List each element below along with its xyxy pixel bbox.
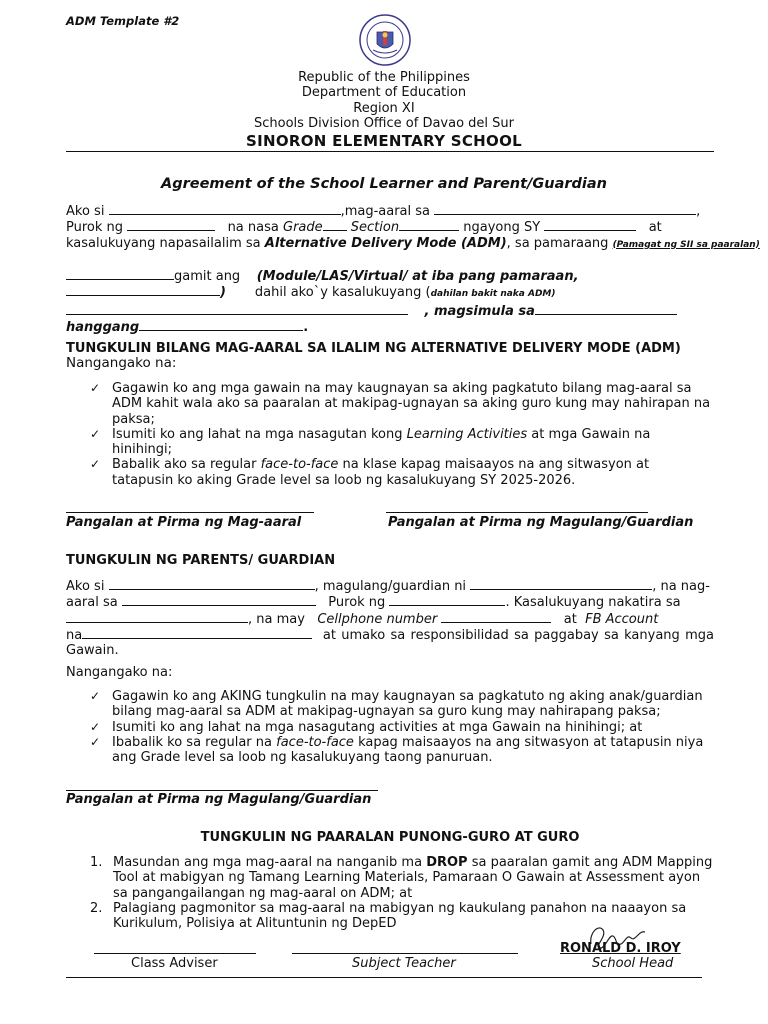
list-item: ✓ Babalik ako sa regular face-to-face na klase kapag maisaayos na ang sitwasyon at tatapusin ko aking Grade level sa loob ng kasalukuyang SY 2025-2026. xyxy=(90,457,650,488)
adm-mode-label: Alternative Delivery Mode (ADM) xyxy=(264,235,507,251)
department-line: Department of Education xyxy=(301,85,467,100)
fb-account-label: FB Account xyxy=(585,611,659,627)
pamagat-note: (Pamagat ng SII sa paaralan) xyxy=(612,239,760,250)
mag-aaral-sa: ,mag-aaral sa xyxy=(340,204,431,219)
section-label: Section xyxy=(350,220,400,236)
address-field[interactable] xyxy=(66,611,248,623)
parent-na: na xyxy=(66,627,83,643)
parent-purok-field[interactable] xyxy=(389,594,505,606)
school-name: SINORON ELEMENTARY SCHOOL xyxy=(246,132,522,150)
parent-commitments xyxy=(90,689,714,765)
dahilan-note: dahilan bakit naka ADM) xyxy=(430,289,556,300)
learner-intro: Ako si ,mag-aaral sa , Purok ng na nasa Grade Section ngayong SY at kasalukuyang napasailalim sa Alternative Delivery Mode (ADM), sa pamaraang (Pamagat ng SII sa paaralan) xyxy=(66,204,760,251)
learner-intro-2 xyxy=(66,268,714,335)
parent-nangangako: Nangangako na: xyxy=(66,665,173,680)
parent-signature-line-2[interactable] xyxy=(66,790,378,791)
list-item: ✓ Isumiti ko ang lahat na mga nasagutan kong Learning Activities at mga Gawain na hinihingi; xyxy=(90,426,651,458)
nakatira-text: . Kasalukuyang nakatira sa xyxy=(505,595,681,611)
ako-si: Ako si xyxy=(66,204,105,219)
check-icon: ✓ xyxy=(90,457,101,472)
parent-intro xyxy=(66,578,714,658)
parent-at: at xyxy=(563,611,577,627)
template-label: ADM Template #2 xyxy=(66,14,180,28)
dahil-text: dahil ako`y kasalukuyang ( xyxy=(254,285,431,301)
kasalukuyang-text: kasalukuyang napasailalim sa xyxy=(66,235,261,251)
other-modality-field[interactable] xyxy=(66,284,220,296)
list-item: ✓ Gagawin ko ang AKING tungkulin na may kaugnayan sa pagkatuto ng aking anak/guardian bilang mag-aaral sa ADM at makipag-ugnayan sa guro kung may nahirapang paksa; xyxy=(90,689,703,720)
division-line: Schools Division Office of Davao del Sur xyxy=(254,116,514,131)
magulang-text: , magulang/guardian ni xyxy=(314,579,467,594)
parent-school-field[interactable] xyxy=(122,594,316,606)
cellphone-label: Cellphone number xyxy=(317,611,438,627)
adviser-signature-line[interactable] xyxy=(94,953,256,954)
check-icon: ✓ xyxy=(90,734,101,749)
grade-field[interactable] xyxy=(323,219,347,231)
learner-signature-line[interactable] xyxy=(66,512,314,513)
start-date-field[interactable] xyxy=(535,303,677,315)
list-item: ✓ Gagawin ko ang mga gawain na may kaugnayan sa aking pagkatuto bilang mag-aaral sa ADM kahit wala ako sa paaralan at makipag-ugnayan sa aking guro kung may nahirapan na paksa; xyxy=(90,381,711,427)
module-options: (Module/LAS/Virtual/ at iba pang pamaraan, xyxy=(256,269,579,284)
subject-teacher-label: Subject Teacher xyxy=(352,956,456,971)
learner-signature-label: Pangalan at Pirma ng Mag-aaral xyxy=(66,515,302,530)
purok-field[interactable] xyxy=(127,219,215,231)
list-item: ✓ Ibabalik ko sa regular na face-to-face kapag maisaayos na ang sitwasyon at tatapusin niya ang Grade level sa loob ng kasalukuyang taong panuruan. xyxy=(90,734,704,766)
at-label: at xyxy=(648,220,662,236)
child-name-field[interactable] xyxy=(470,578,652,590)
check-icon: ✓ xyxy=(90,719,101,734)
fb-account-field[interactable] xyxy=(82,627,312,639)
parent-signature-label-1: Pangalan at Pirma ng Magulang/Guardian xyxy=(388,515,694,530)
footer-rule xyxy=(66,977,702,978)
parent-ako-si: Ako si xyxy=(66,579,105,594)
list-item: ✓ Isumiti ko ang lahat na mga nasagutang activities at mga Gawain na hinihingi; at xyxy=(90,719,643,735)
ngayong-sy: ngayong SY xyxy=(463,220,541,236)
end-date-field[interactable] xyxy=(139,319,303,331)
parent-signature-line-1[interactable] xyxy=(386,512,648,513)
school-head-label: School Head xyxy=(592,956,674,971)
check-icon: ✓ xyxy=(90,426,101,441)
close-paren: ) xyxy=(220,285,226,301)
school-section-heading: TUNGKULIN NG PAARALAN PUNONG-GURO AT GURO xyxy=(200,830,580,845)
school-head-name: RONALD D. IROY xyxy=(560,941,681,956)
parent-signature-label-2: Pangalan at Pirma ng Magulang/Guardian xyxy=(66,792,372,807)
document-title: Agreement of the School Learner and Parent/Guardian xyxy=(161,176,607,192)
school-field[interactable] xyxy=(434,203,696,215)
class-adviser-label: Class Adviser xyxy=(131,956,218,971)
purok-label: Purok ng xyxy=(66,220,124,236)
check-icon: ✓ xyxy=(90,381,101,395)
teacher-signature-line[interactable] xyxy=(292,953,518,954)
check-icon: ✓ xyxy=(90,689,101,703)
cellphone-field[interactable] xyxy=(441,611,551,623)
header-rule xyxy=(66,151,714,152)
learner-name-field[interactable] xyxy=(109,203,341,215)
grade-label: Grade xyxy=(283,220,323,236)
list-item: 2. Palagiang pagmonitor sa mag-aaral na mabigyan ng kaukulang panahon na naaayon sa Kurikulum, Polisiya at Alituntunin ng DepED xyxy=(90,900,687,932)
parent-purok-label: Purok ng xyxy=(328,595,386,611)
period: . xyxy=(303,319,309,335)
na-nag: , na nag- xyxy=(652,579,710,594)
region-line: Region XI xyxy=(353,101,415,116)
na-may: , na may xyxy=(248,611,305,627)
learner-nangangako: Nangangako na: xyxy=(66,355,177,371)
learner-commitments xyxy=(90,381,714,488)
magsimula-sa: , magsimula sa xyxy=(424,303,535,319)
parent-name-field[interactable] xyxy=(109,578,315,590)
reason-field[interactable] xyxy=(66,303,408,315)
sa-pamaraang: , sa pamaraang xyxy=(506,235,609,251)
section-field[interactable] xyxy=(399,219,459,231)
learner-section-heading: TUNGKULIN BILANG MAG-AARAL SA ILALIM NG ALTERNATIVE DELIVERY MODE (ADM) xyxy=(66,341,681,356)
republic-line: Republic of the Philippines xyxy=(298,70,470,85)
hanggang-label: hanggang xyxy=(66,319,140,335)
modality-field[interactable] xyxy=(66,268,174,280)
aaral-sa: aaral sa xyxy=(66,595,118,611)
umako-text: at umako sa responsibilidad sa paggabay sa kanyang mga Gawain. xyxy=(66,627,714,659)
gamit-ang: gamit ang xyxy=(174,269,241,284)
na-nasa: na nasa xyxy=(227,220,279,236)
deped-seal-logo xyxy=(359,14,411,66)
parent-section-heading: TUNGKULIN NG PARENTS/ GUARDIAN xyxy=(66,553,336,568)
sy-field[interactable] xyxy=(544,219,636,231)
list-item: 1. Masundan ang mga mag-aaral na nanganib ma DROP sa paaralan gamit ang ADM Mapping Tool at mabigyan ng Tamang Learning Materials, Pamaraan O Gawain at Assessment ayon sa pangangailangan ng mag-aaral on ADM; at xyxy=(90,855,713,901)
